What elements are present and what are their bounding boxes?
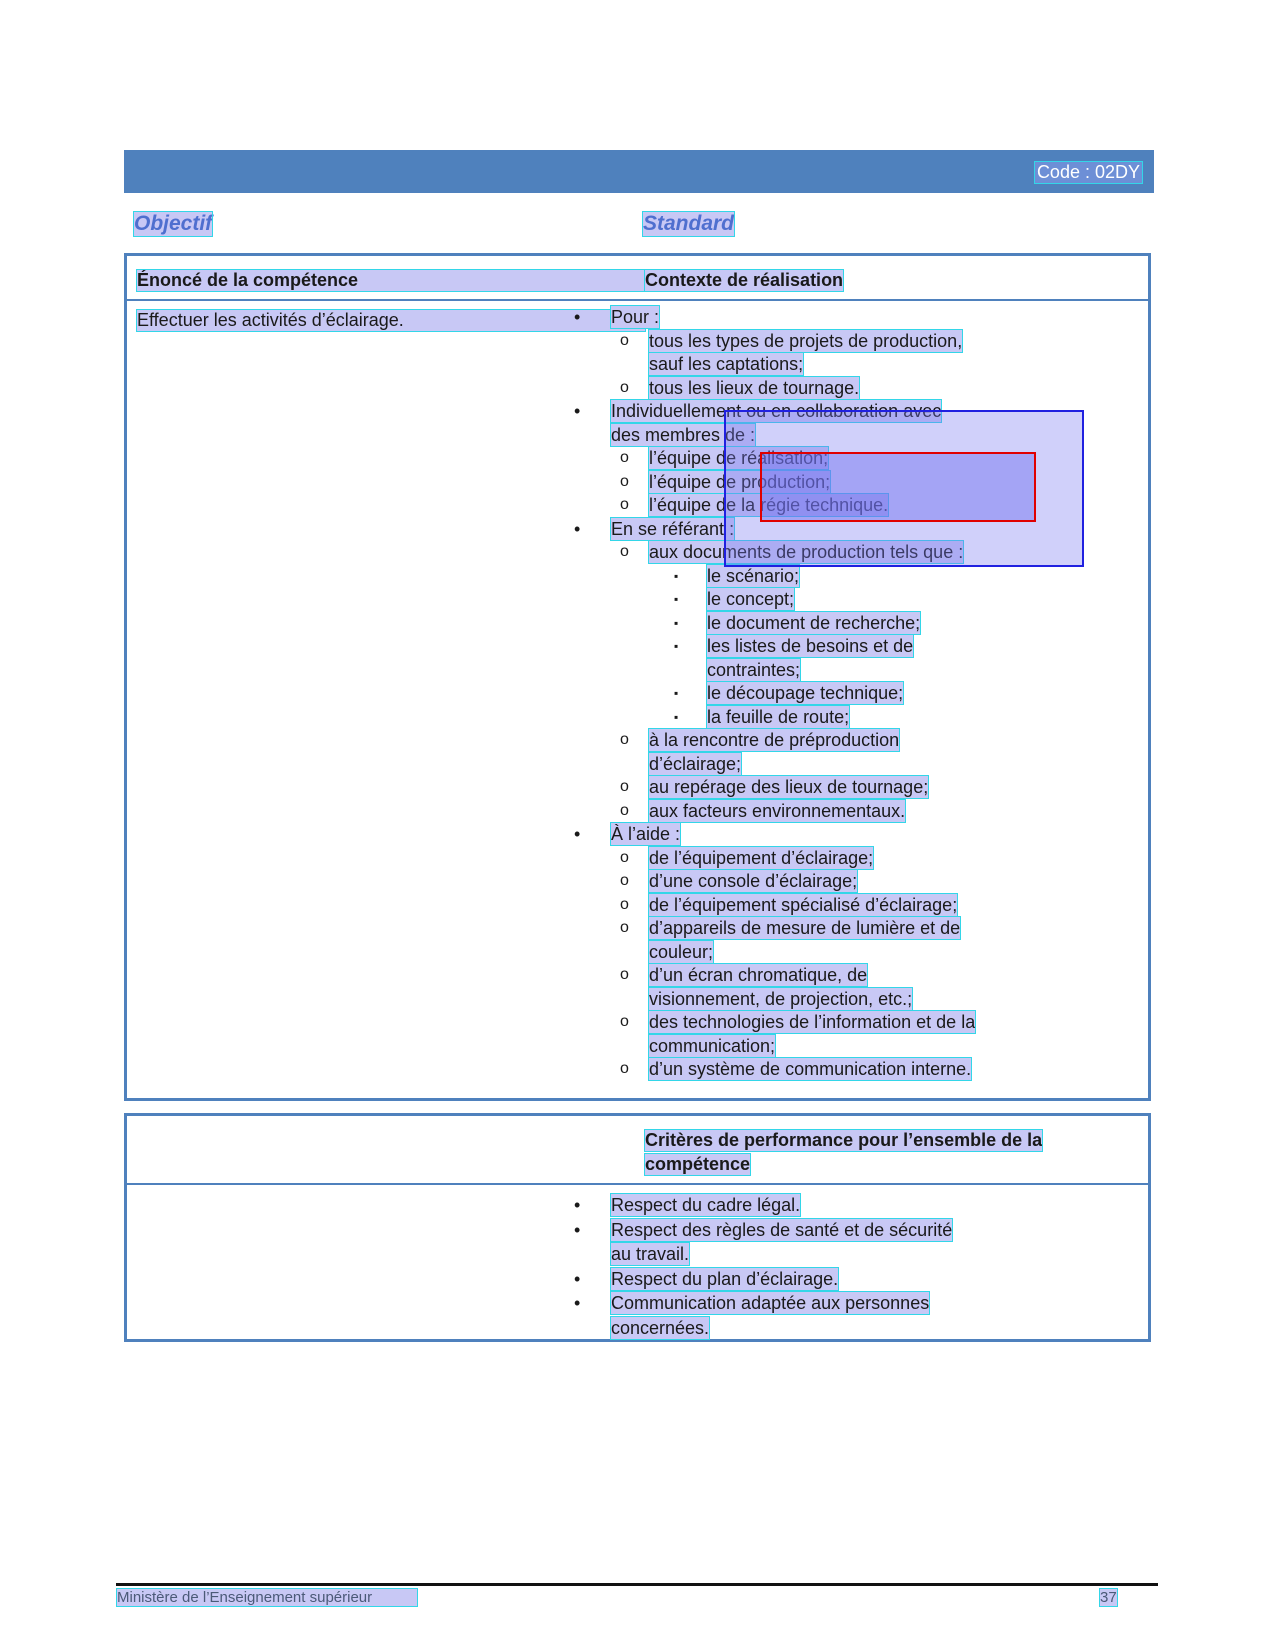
header-divider	[127, 299, 1148, 301]
bullet-icon: ▪	[674, 592, 679, 606]
bullet-icon: •	[574, 824, 581, 844]
criteria-heading-1: Critères de performance pour l’ensemble de la	[645, 1130, 1043, 1150]
list-item: de l’équipement spécialisé d’éclairage;	[649, 894, 958, 915]
criteria-table	[124, 1113, 1151, 1342]
list-item: couleur;	[649, 941, 714, 962]
bullet-icon: o	[620, 378, 629, 396]
bullet-icon: ▪	[674, 615, 679, 630]
bullet-icon: o	[620, 778, 629, 795]
list-item: les listes de besoins et de	[707, 636, 914, 656]
code-label: Code : 02DY	[1036, 162, 1140, 182]
standard-title: Standard	[643, 212, 735, 235]
bullet-icon: ▪	[674, 568, 679, 583]
list-item: d’un système de communication interne.	[649, 1059, 972, 1079]
list-item: aux facteurs environnementaux.	[649, 800, 906, 821]
list-item: contraintes;	[707, 659, 801, 680]
list-item: le document de recherche;	[707, 612, 921, 633]
list-item: Pour :	[611, 307, 660, 327]
list-item: le concept;	[707, 589, 795, 609]
list-item: au repérage des lieux de tournage;	[649, 777, 929, 797]
list-item: Communication adaptée aux personnes	[611, 1293, 930, 1313]
list-item: tous les lieux de tournage.	[649, 377, 860, 398]
bullet-icon: •	[574, 518, 581, 539]
list-item: le découpage technique;	[707, 683, 904, 703]
list-item: la feuille de route;	[707, 706, 850, 727]
criteria-heading-2: compétence	[645, 1154, 751, 1174]
list-item: d’appareils de mesure de lumière et de	[649, 918, 961, 938]
highlight-box	[760, 452, 1036, 522]
bullet-icon: o	[620, 919, 629, 936]
bullet-icon: •	[574, 307, 581, 327]
competence-table	[124, 253, 1151, 1101]
bullet-icon: ▪	[674, 639, 679, 653]
bullet-icon: o	[620, 731, 629, 748]
bullet-icon: o	[620, 848, 629, 866]
footer-rule	[116, 1583, 1158, 1586]
list-item: de l’équipement d’éclairage;	[649, 847, 874, 868]
col2-heading: Contexte de réalisation	[645, 270, 844, 290]
bullet-icon: o	[620, 1013, 629, 1030]
list-item: l’équipe de la régie technique.	[649, 495, 889, 515]
list-item: des technologies de l’information et de la	[649, 1012, 976, 1032]
bullet-icon: o	[620, 543, 629, 560]
list-item: d’éclairage;	[649, 753, 742, 774]
competence-statement: Effectuer les activités d’éclairage.	[137, 310, 645, 331]
bullet-icon: o	[620, 331, 629, 349]
bullet-icon: •	[574, 1293, 581, 1313]
bullet-icon: o	[620, 801, 629, 819]
list-item: des membres de :	[611, 424, 756, 445]
bullet-icon: •	[574, 1268, 581, 1289]
list-item: l’équipe de production;	[649, 471, 831, 492]
list-item: l’équipe de réalisation;	[649, 448, 829, 468]
list-item: Respect des règles de santé et de sécurité	[611, 1219, 953, 1240]
bullet-icon: o	[620, 472, 629, 490]
list-item: À l’aide :	[611, 824, 681, 844]
list-item: communication;	[649, 1035, 776, 1056]
page-number: 37	[1100, 1589, 1117, 1606]
list-item: En se référant :	[611, 518, 735, 539]
list-item: à la rencontre de préproduction	[649, 730, 900, 750]
col1-heading: Énoncé de la compétence	[137, 270, 645, 291]
bullet-icon: o	[620, 872, 629, 889]
bullet-icon: o	[620, 496, 629, 513]
list-item: le scénario;	[707, 565, 800, 586]
bullet-icon: o	[620, 449, 629, 466]
bullet-icon: o	[620, 966, 629, 983]
bullet-icon: •	[574, 1195, 581, 1215]
bullet-icon: ▪	[674, 709, 679, 724]
bullet-icon: •	[574, 401, 581, 421]
objectif-title: Objectif	[134, 212, 213, 235]
list-item: Respect du plan d’éclairage.	[611, 1268, 839, 1289]
bullet-icon: o	[620, 895, 629, 913]
list-item: au travail.	[611, 1244, 690, 1264]
bullet-icon: •	[574, 1219, 581, 1240]
footer-ministry: Ministère de l’Enseignement supérieur	[117, 1589, 417, 1606]
list-item: d’un écran chromatique, de	[649, 965, 868, 985]
list-item: d’une console d’éclairage;	[649, 871, 858, 891]
list-item: Individuellement ou en collaboration avec	[611, 401, 942, 421]
list-item: Respect du cadre légal.	[611, 1195, 801, 1215]
bullet-icon: o	[620, 1060, 629, 1077]
list-item: concernées.	[611, 1317, 710, 1338]
list-item: aux documents de production tels que :	[649, 542, 964, 562]
header-bar	[124, 150, 1154, 193]
header-divider	[127, 1183, 1148, 1185]
list-item: sauf les captations;	[649, 354, 804, 374]
bullet-icon: ▪	[674, 686, 679, 700]
list-item: tous les types de projets de production,	[649, 330, 963, 351]
list-item: visionnement, de projection, etc.;	[649, 988, 913, 1009]
